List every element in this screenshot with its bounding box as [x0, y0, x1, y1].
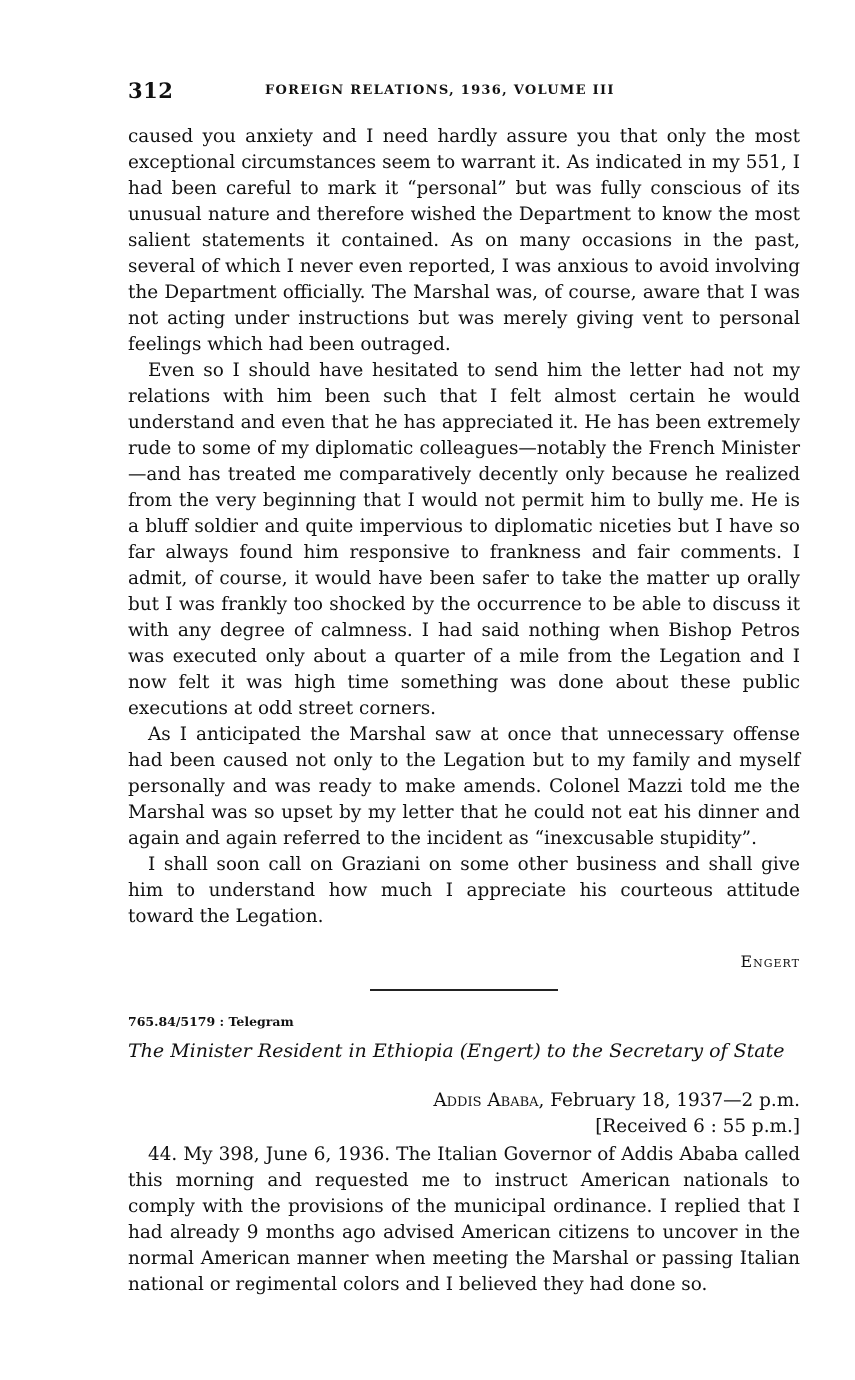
- section-divider: [370, 989, 558, 991]
- letter-paragraph-3: As I anticipated the Marshal saw at once that unnecessary offense had been caused not only to the Legation but to my family and myself personally and was ready to make amends. Colonel Mazzi told me the Marshal was so upset by my letter that he could not eat his dinner and again and again referred to the incident as “inexcusable stupidity”.: [128, 724, 800, 849]
- document-title: The Minister Resident in Ethiopia (Engert) to the Secretary of State: [128, 1040, 785, 1062]
- date-line: [128, 1088, 800, 1114]
- page-header: [128, 78, 800, 108]
- letter-paragraph-2: Even so I should have hesitated to send him the letter had not my relations with him been such that I felt almost certain he would understand and even that he has appreciated it. He has been extremely rude to some of my diplomatic colleagues—notably the French Minister—and has treated me comparatively decently only because he realized from the very beginning that I would not permit him to bully me. He is a bluff soldier and quite impervious to diplomatic niceties but I have so far always found him responsive to frankness and fair comments. I admit, of course, it would have been safer to take the matter up orally but I was frankly too shocked by the occurrence to be able to discuss it with any degree of calmness. I had said nothing when Bishop Petros was executed only about a quarter of a mile from the Legation and I now felt it was high time something was done about these public executions at odd street corners.: [128, 360, 800, 719]
- letter-body: [128, 124, 800, 930]
- place-name: Addis Ababa: [433, 1090, 539, 1111]
- date-time: , February 18, 1937—2 p.m.: [538, 1090, 800, 1111]
- page-number: 312: [128, 78, 174, 103]
- dateline: [128, 1088, 800, 1140]
- letter-paragraph-4: I shall soon call on Graziani on some other business and shall give him to understand how much I appreciate his courteous attitude toward the Legation.: [128, 854, 800, 927]
- file-reference: 765.84/5179 : Telegram: [128, 1014, 294, 1029]
- running-head: FOREIGN RELATIONS, 1936, VOLUME III: [265, 83, 615, 98]
- telegram-paragraph: 44. My 398, June 6, 1936. The Italian Governor of Addis Ababa called this morning and requested me to instruct American nationals to comply with the provisions of the municipal ordinance. I replied that I had already 9 months ago advised American citizens to uncover in the normal American manner when meeting the Marshal or passing Italian national or regimental colors and I believed they had done so.: [128, 1144, 800, 1295]
- telegram-body: [128, 1142, 800, 1298]
- signature: Engert: [740, 952, 800, 971]
- letter-paragraph-1: caused you anxiety and I need hardly assure you that only the most exceptional circumstances seem to warrant it. As indicated in my 551, I had been careful to mark it “personal” but was fully conscious of its unusual nature and therefore wished the Department to know the most salient statements it contained. As on many occasions in the past, several of which I never even reported, I was anxious to avoid involving the Department officially. The Marshal was, of course, aware that I was not acting under instructions but was merely giving vent to personal feelings which had been outraged.: [128, 126, 800, 355]
- received-line: [Received 6 : 55 p.m.]: [595, 1116, 800, 1137]
